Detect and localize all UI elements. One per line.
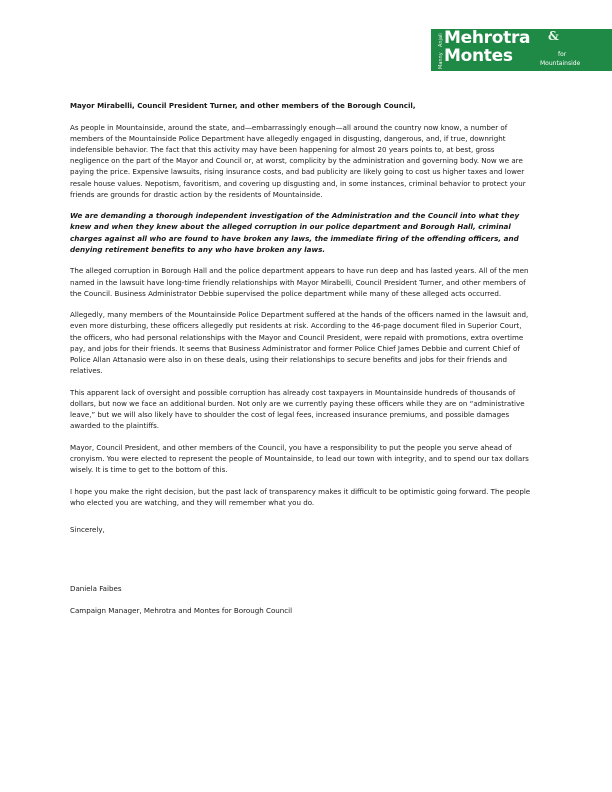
logo-town: Mountainside bbox=[540, 60, 581, 67]
logo-line-1: Mehrotra bbox=[444, 28, 531, 48]
signer-title: Campaign Manager, Mehrotra and Montes for Borough Council bbox=[70, 605, 293, 615]
paragraph-6: Mayor, Council President, and other members of the Council, you have a responsibility to put the people you serve ahead of cronyism. You were elected to represent the people of Mountainside, to lead our town with integrity, and to spend our tax dollars wisely. It is time to get to the bottom of this. bbox=[70, 442, 529, 475]
paragraph-3: The alleged corruption in Borough Hall and the police department appears to have run deep and has lasted years. All of the men named in the lawsuit have long-time friendly relationships with Mayor Mirabelli, Council President Turner, and other members of the Council. Business Administrator Debbie supervised the police department while many of these alleged acts occurred. bbox=[70, 266, 529, 298]
paragraph-1: As people in Mountainside, around the state, and—embarrassingly enough—all around the country now know, a number of members of the Mountainside Police Department have allegedly engaged in disgusting, dangerous, and, if true, downright indefensible behavior. The fact that this activity may have been happening for almost 20 years points to, at best, gross negligence on the part of the Mayor and Council or, at worst, complicity by the administration and governing body. Now we are paying the price. Expensive lawsuits, rising insurance costs, and bad publicity are likely going to cost us higher taxes and lower resale house values. Nepotism, favoritism, and covering up disgusting and, in some instances, criminal behavior to protect your friends are grounds for drastic action by the residents of Mountainside. bbox=[70, 122, 526, 199]
logo-ampersand: & bbox=[548, 29, 559, 43]
paragraph-7: I hope you make the right decision, but the past lack of transparency makes it difficult to be optimistic going forward. The people who elected you are watching, and they will remember what you do. bbox=[70, 486, 531, 507]
salutation: Mayor Mirabelli, Council President Turner, and other members of the Borough Council, bbox=[70, 101, 416, 110]
logo-for: for bbox=[558, 51, 567, 58]
demand-paragraph: We are demanding a thorough independent investigation of the Administration and the Council into what they knew and when they knew about the alleged corruption in our police department and Borough Hall, criminal charges against all who are found to have broken any laws, the immediate firing of the offending officers, and denying retirement benefits to any who have broken any laws. bbox=[70, 211, 520, 254]
letter-body bbox=[70, 100, 532, 626]
logo-vertical-top: Anjali bbox=[438, 33, 444, 47]
signer-name: Daniela Faibes bbox=[70, 584, 122, 594]
closing: Sincerely, bbox=[70, 525, 105, 535]
logo-vertical-bottom: Manny bbox=[438, 52, 444, 69]
paragraph-5: This apparent lack of oversight and possible corruption has already cost taxpayers in Mountainside hundreds of thousands of dollars, but now we face an additional burden. Not only are we currently paying these officers while they are on “administrative leave,” but we will also likely have to shoulder the cost of legal fees, increased insurance premiums, and possible damages awarded to the plaintiffs. bbox=[70, 387, 525, 431]
paragraph-4: Allegedly, many members of the Mountainside Police Department suffered at the hands of the officers named in the lawsuit and, even more disturbing, these officers allegedly put residents at risk. According to the 46-page document filed in Superior Court, the officers, who had personal relationships with the Mayor and Council President, were repaid with promotions, extra overtime pay, and jobs for their friends. It seems that Business Administrator and former Police Chief James Debbie and current Chief of Police Allan Attanasio were also in on these deals, using their relationships to secure benefits and jobs for their friends and relatives. bbox=[70, 310, 529, 376]
logo-line-2: Montes bbox=[444, 46, 513, 66]
